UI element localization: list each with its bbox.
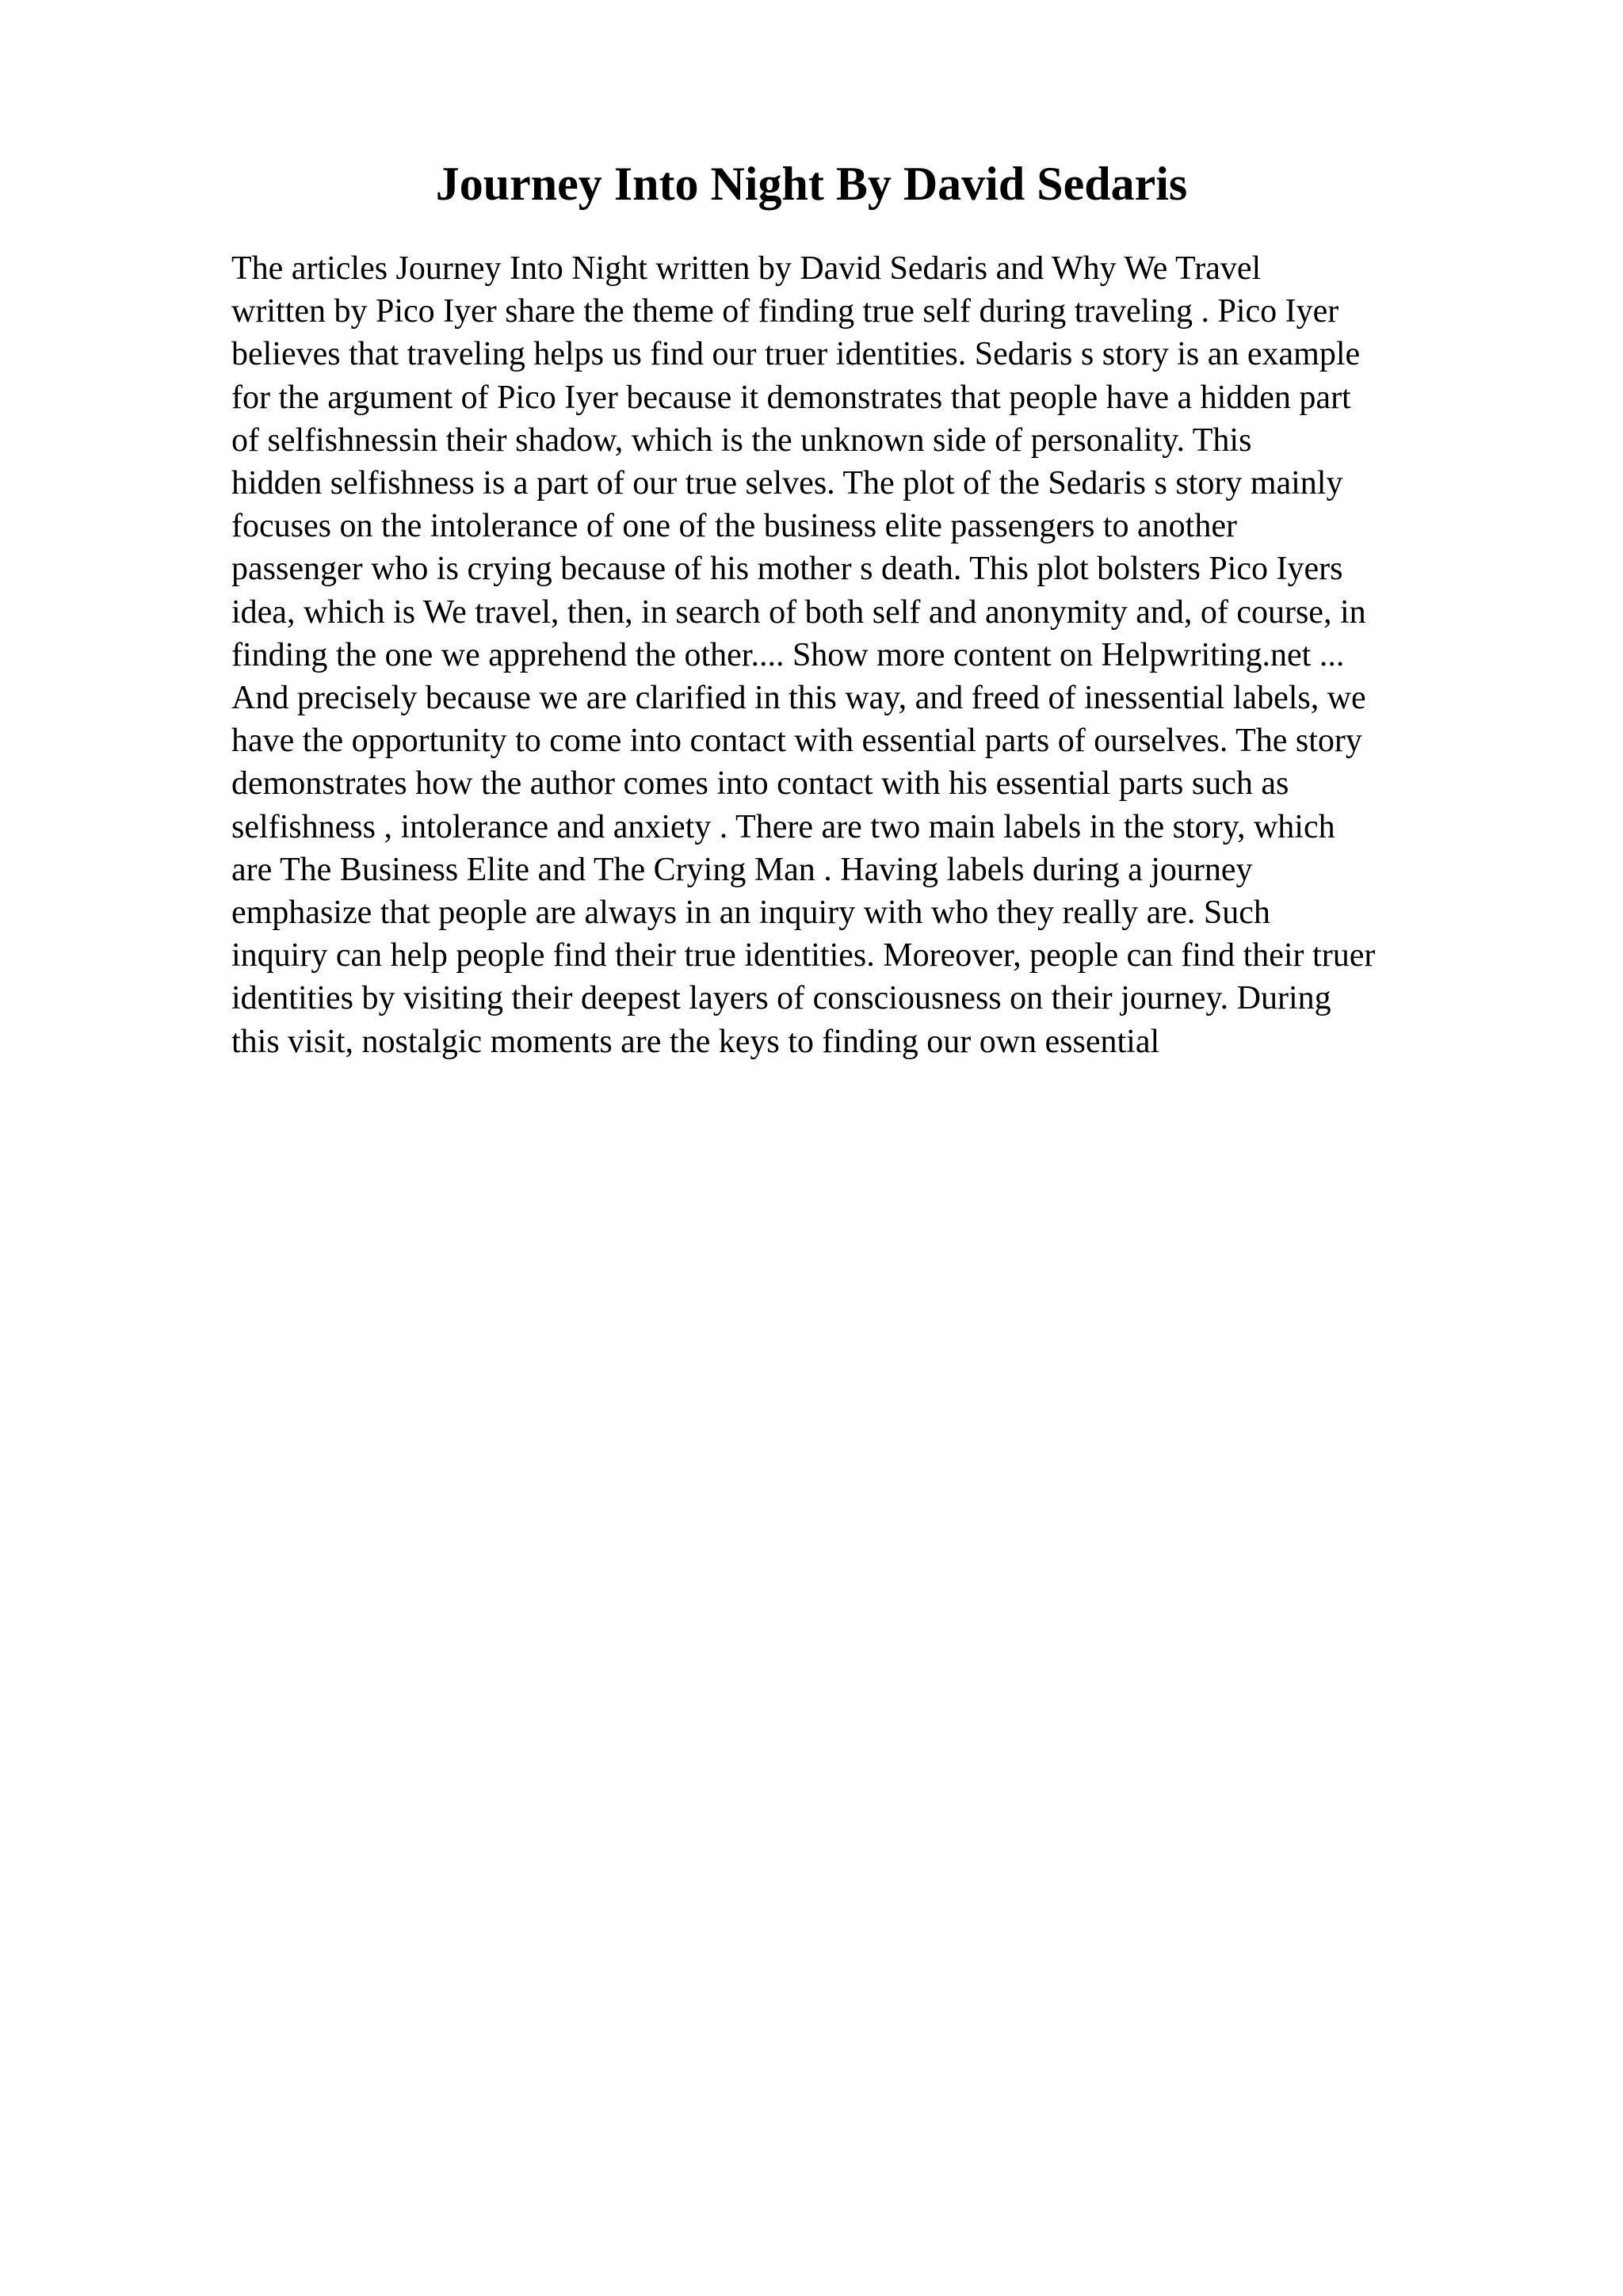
body-line: emphasize that people are always in an inquiry with who they really are. Such: [231, 894, 1270, 932]
body-line: idea, which is We travel, then, in search of both self and anonymity and, of course, in: [231, 593, 1366, 631]
body-line: of selfishnessin their shadow, which is the unknown side of personality. This: [231, 421, 1252, 459]
body-line: finding the one we apprehend the other.... Show more content on Helpwriting.net ...: [231, 636, 1345, 673]
body-line: believes that traveling helps us find our truer identities. Sedaris s story is an example: [231, 336, 1361, 373]
body-line: The articles Journey Into Night written by David Sedaris and Why We Travel: [231, 250, 1262, 287]
body-line: passenger who is crying because of his mother s death. This plot bolsters Pico Iyers: [231, 551, 1343, 588]
body-line: have the opportunity to come into contact with essential parts of ourselves. The story: [231, 723, 1362, 760]
body-line: this visit, nostalgic moments are the keys to finding our own essential: [231, 1023, 1160, 1060]
document-body: [231, 247, 1515, 1063]
body-line: for the argument of Pico Iyer because it demonstrates that people have a hidden part: [231, 379, 1351, 416]
body-line: written by Pico Iyer share the theme of finding true self during traveling . Pico Iyer: [231, 293, 1339, 330]
body-line: identities by visiting their deepest layers of consciousness on their journey. During: [231, 980, 1331, 1017]
body-line: are The Business Elite and The Crying Man . Having labels during a journey: [231, 851, 1253, 888]
document-title: Journey Into Night By David Sedaris: [435, 158, 1188, 210]
body-line: inquiry can help people find their true identities. Moreover, people can find their truer: [231, 937, 1376, 974]
body-line: focuses on the intolerance of one of the business elite passengers to another: [231, 508, 1237, 545]
body-line: selfishness , intolerance and anxiety . There are two main labels in the story, which: [231, 808, 1335, 845]
body-line: demonstrates how the author comes into contact with his essential parts such as: [231, 765, 1289, 803]
body-line: And precisely because we are clarified in this way, and freed of inessential labels, we: [231, 680, 1366, 717]
body-line: hidden selfishness is a part of our true selves. The plot of the Sedaris s story mainly: [231, 465, 1343, 502]
